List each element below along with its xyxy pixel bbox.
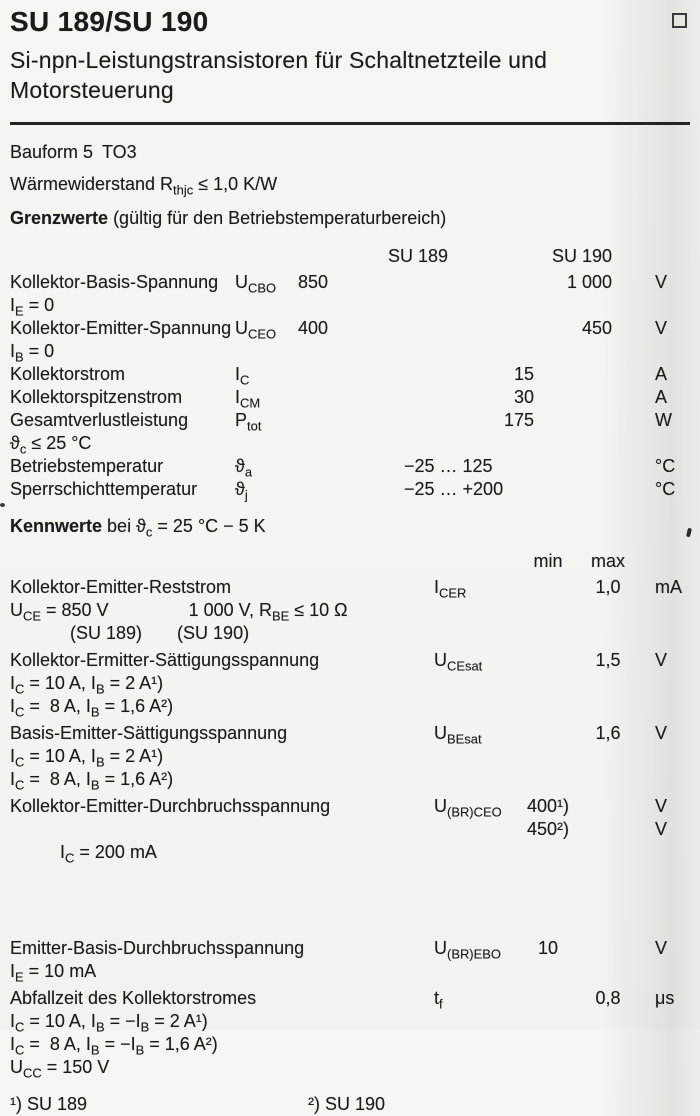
parameter-row bbox=[10, 649, 690, 718]
section-heading-kennwerte bbox=[10, 515, 690, 538]
parameter-symbol: $P_{tot}$ bbox=[235, 410, 262, 434]
kennwerte-note: bei $ϑ_c = 25$ °C − 5 K bbox=[107, 516, 266, 540]
parameter-unit: V bbox=[655, 318, 668, 338]
parameter-label: Betriebstemperatur bbox=[10, 456, 164, 476]
package-label: TO3 bbox=[102, 142, 137, 162]
parameter-label: Kollektorstrom bbox=[10, 364, 126, 384]
parameter-label: Kollektor-Basis-Spannung bbox=[10, 272, 219, 292]
parameter-row bbox=[10, 722, 690, 791]
parameter-row bbox=[10, 576, 690, 645]
condition-line: $U_{CE} = 850$ V 1 000 V, $R_{BE} \le 10$ Ω bbox=[10, 600, 348, 624]
kennwerte-table bbox=[10, 576, 690, 1079]
footnotes bbox=[10, 1093, 690, 1116]
parameter-unit: °C bbox=[655, 479, 676, 499]
parameter-label: Kollektorspitzenstrom bbox=[10, 387, 183, 407]
parameter-label: Abfallzeit des Kollektorstromes bbox=[10, 988, 257, 1008]
parameter-label: Gesamtverlustleistung bbox=[10, 410, 189, 430]
parameter-unit: A bbox=[655, 387, 668, 407]
thermal-resistance-line: Wärmewiderstand $R_{thjc} \le 1,0$ K/W bbox=[10, 174, 278, 198]
bauform-label: Bauform 5 bbox=[10, 142, 94, 162]
section-heading-grenzwerte bbox=[10, 207, 690, 230]
condition-line: (SU 189) (SU 190) bbox=[10, 623, 250, 643]
condition-line: $I_C = 10$ A, $I_B = 2$ A¹) bbox=[10, 746, 164, 770]
parameter-symbol: $U_{BEsat}$ bbox=[434, 723, 482, 747]
parameter-row bbox=[10, 363, 690, 386]
parameter-symbol: $U_{CBO}$ bbox=[235, 272, 277, 296]
divider-rule bbox=[10, 122, 690, 125]
condition-line: $I_B = 0$ bbox=[10, 341, 55, 365]
condition-text: $I_C = 200$ mA bbox=[60, 842, 157, 866]
condition-line: $U_{CC} = 150$ V bbox=[10, 1057, 110, 1081]
parameter-label: Sperrschichttemperatur bbox=[10, 479, 198, 499]
parameter-unit: V bbox=[655, 272, 668, 292]
parameter-symbol: $U_{(BR)EBO}$ bbox=[434, 938, 501, 962]
value-min: 450²) bbox=[526, 819, 570, 839]
parameter-symbol: $U_{CEsat}$ bbox=[434, 650, 483, 674]
parameter-row bbox=[10, 478, 690, 501]
parameter-row bbox=[10, 271, 690, 317]
parameter-value: 30 bbox=[513, 387, 534, 407]
parameter-symbol: $I_C$ bbox=[235, 364, 250, 388]
page-marker-checkbox bbox=[672, 13, 687, 28]
parameter-row bbox=[10, 795, 690, 933]
column-header-min: min bbox=[533, 551, 563, 571]
parameter-symbol: $U_{CEO}$ bbox=[235, 318, 277, 342]
scan-artifact bbox=[686, 528, 692, 538]
parameter-label: Kollektor-Emitter-Durchbruchsspannung bbox=[10, 796, 331, 816]
parameter-unit: A bbox=[655, 364, 668, 384]
bauform-line bbox=[10, 141, 690, 164]
column-header-su189: SU 189 bbox=[388, 246, 449, 266]
parameter-range: −25 … 125 bbox=[404, 456, 493, 476]
parameter-row bbox=[10, 386, 690, 409]
value-max: 1,5 bbox=[595, 650, 621, 670]
value-max: 1,0 bbox=[595, 577, 621, 597]
parameter-symbol: $ϑ_j$ bbox=[235, 479, 248, 503]
grenzwerte-table bbox=[10, 271, 690, 501]
parameter-symbol: $U_{(BR)CEO}$ bbox=[434, 796, 502, 820]
grenzwerte-note: (gültig für den Betriebstemperaturbereich) bbox=[113, 208, 447, 228]
condition-line: $I_C = 10$ A, $I_B = 2$ A¹) bbox=[10, 673, 164, 697]
parameter-symbol: $I_{CM}$ bbox=[235, 387, 261, 411]
scan-artifact bbox=[0, 503, 5, 507]
parameter-symbol: $I_{CER}$ bbox=[434, 577, 467, 601]
condition-line: $I_C = 8$ A, $I_B = 1,6$ A²) bbox=[10, 696, 174, 720]
value-su189: 400 bbox=[298, 318, 329, 338]
parameter-unit: V bbox=[655, 796, 668, 816]
condition-line: $I_C = 10$ A, $I_B = -I_B = 2$ A¹) bbox=[10, 1011, 208, 1035]
value-min: 400¹) bbox=[526, 796, 570, 816]
parameter-range: −25 … +200 bbox=[404, 479, 504, 499]
condition-line: $ϑ_c \le 25$ °C bbox=[10, 433, 92, 457]
parameter-value: 175 bbox=[503, 410, 534, 430]
parameter-unit: V bbox=[655, 819, 668, 839]
parameter-unit: V bbox=[655, 650, 668, 670]
value-su190: 450 bbox=[581, 318, 612, 338]
parameter-unit: mA bbox=[655, 577, 682, 597]
kennwerte-column-headers bbox=[10, 550, 690, 573]
parameter-unit: °C bbox=[655, 456, 676, 476]
value-max: 0,8 bbox=[595, 988, 621, 1008]
footnote-1: ¹) SU 189 bbox=[10, 1094, 88, 1114]
value-min: 10 bbox=[537, 938, 559, 958]
parameter-value: 15 bbox=[513, 364, 534, 384]
value-max: 1,6 bbox=[595, 723, 621, 743]
parameter-label: Emitter-Basis-Durchbruchsspannung bbox=[10, 938, 305, 958]
page-title: SU 189/SU 190 bbox=[10, 6, 209, 37]
value-su189: 850 bbox=[298, 272, 329, 292]
parameter-label: Kollektor-Emitter-Spannung bbox=[10, 318, 232, 338]
condition-line: $I_E = 10$ mA bbox=[10, 961, 97, 985]
grenzwerte-title: Grenzwerte bbox=[10, 208, 109, 228]
parameter-row bbox=[10, 317, 690, 363]
parameter-label: Basis-Emitter-Sättigungsspannung bbox=[10, 723, 288, 743]
kennwerte-title: Kennwerte bbox=[10, 516, 103, 536]
footnote-2: ²) SU 190 bbox=[308, 1094, 386, 1114]
datasheet-content bbox=[10, 141, 690, 1116]
parameter-label: Kollektor-Emitter-Reststrom bbox=[10, 577, 232, 597]
parameter-row bbox=[10, 409, 690, 455]
column-header-max: max bbox=[590, 551, 625, 571]
parameter-row bbox=[10, 455, 690, 478]
parameter-unit: μs bbox=[655, 988, 675, 1008]
parameter-symbol: $ϑ_a$ bbox=[235, 456, 253, 480]
column-header-su190: SU 190 bbox=[551, 246, 612, 266]
parameter-label: Kollektor-Ermitter-Sättigungsspannung bbox=[10, 650, 320, 670]
value-su190: 1 000 bbox=[566, 272, 612, 292]
condition-line: $I_C = 8$ A, $I_B = 1,6$ A²) bbox=[10, 769, 174, 793]
condition-line: $I_E = 0$ bbox=[10, 295, 55, 319]
condition-line bbox=[10, 818, 690, 933]
parameter-symbol: $t_f$ bbox=[434, 988, 443, 1012]
page-subtitle: Si-npn-Leistungstransistoren für Schaltnetzteile und Motorsteuerung bbox=[10, 47, 548, 103]
grenzwerte-column-headers bbox=[10, 245, 690, 268]
parameter-row bbox=[10, 937, 690, 983]
parameter-unit: V bbox=[655, 723, 668, 743]
parameter-unit: W bbox=[655, 410, 672, 430]
parameter-unit: V bbox=[655, 938, 668, 958]
condition-line: $I_C = 8$ A, $I_B = -I_B = 1,6$ A²) bbox=[10, 1034, 218, 1058]
parameter-row bbox=[10, 987, 690, 1079]
